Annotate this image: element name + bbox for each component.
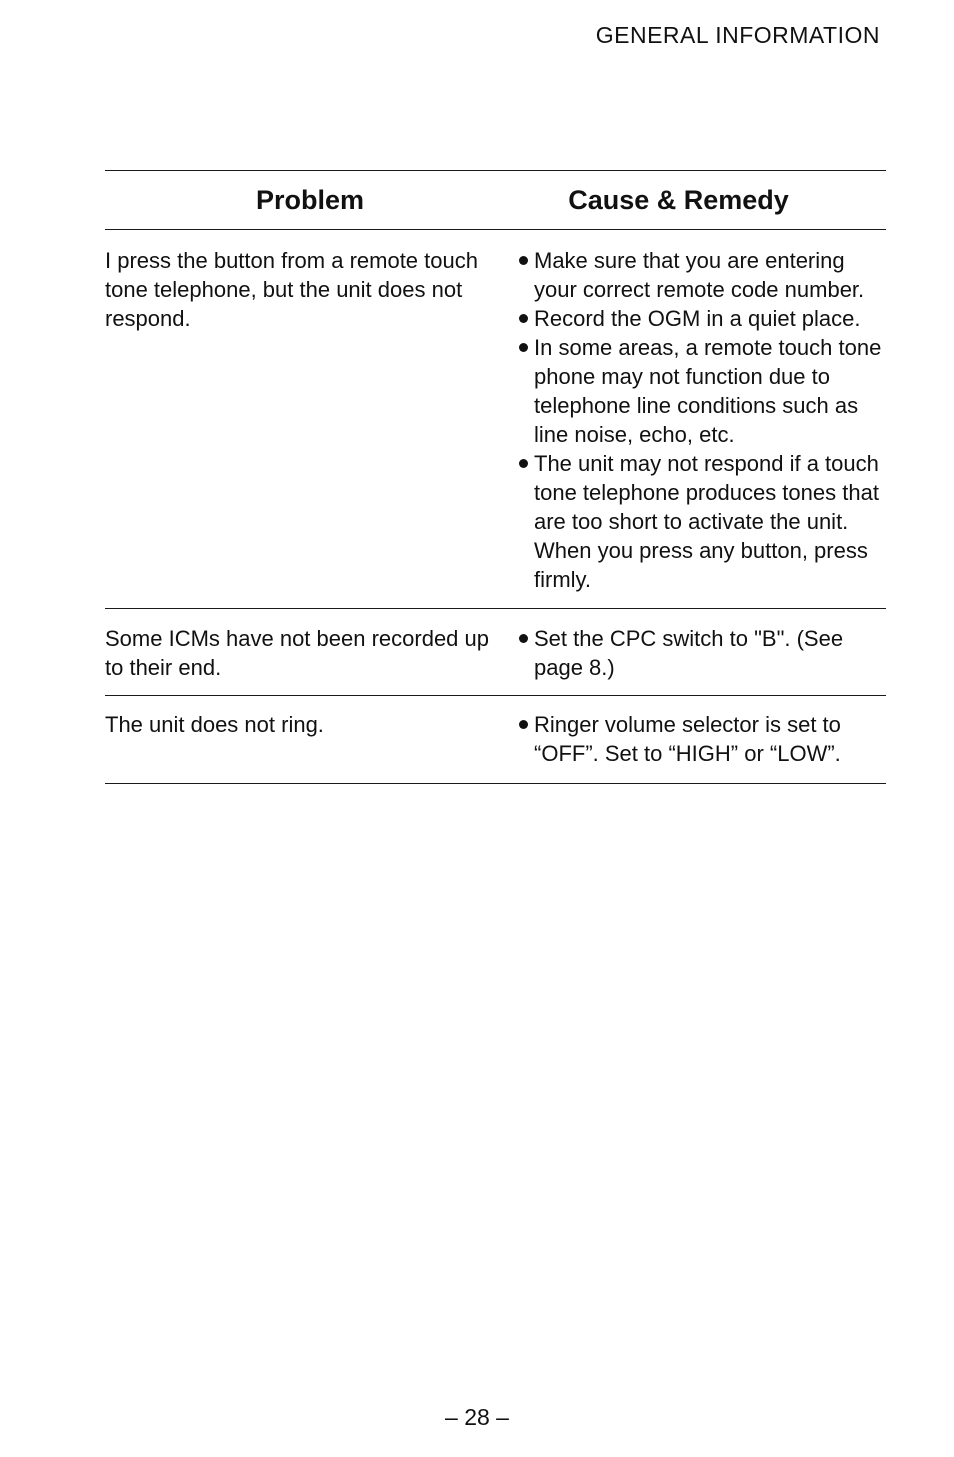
page-number: – 28 – bbox=[445, 1404, 509, 1430]
remedy-text: Make sure that you are entering your correct remote code number. bbox=[534, 248, 865, 302]
remedy-item bbox=[509, 449, 886, 594]
bullet-icon bbox=[519, 634, 528, 643]
remedy-item bbox=[509, 710, 886, 768]
remedy-item bbox=[509, 624, 886, 682]
remedy-list bbox=[509, 710, 886, 768]
remedy-item bbox=[509, 246, 886, 304]
table-bottom-rule bbox=[105, 783, 886, 784]
bullet-icon bbox=[519, 720, 528, 729]
problem-text: The unit does not ring. bbox=[105, 712, 324, 737]
problem-text: Some ICMs have not been recorded up to their end. bbox=[105, 626, 490, 680]
remedy-text: Record the OGM in a quiet place. bbox=[534, 306, 861, 331]
remedy-item bbox=[509, 304, 886, 333]
remedy-text: In some areas, a remote touch tone phone may not function due to telephone line conditions such as line noise, echo, etc. bbox=[534, 335, 882, 447]
table-row bbox=[105, 609, 886, 695]
remedy-item bbox=[509, 333, 886, 449]
column-header-problem: Problem bbox=[255, 184, 365, 215]
troubleshooting-table bbox=[105, 170, 886, 784]
remedy-text: Ringer volume selector is set to “OFF”. Set to “HIGH” or “LOW”. bbox=[534, 712, 841, 766]
bullet-icon bbox=[519, 343, 528, 352]
bullet-icon bbox=[519, 459, 528, 468]
bullet-icon bbox=[519, 256, 528, 265]
section-header: GENERAL INFORMATION bbox=[595, 22, 880, 48]
table-row bbox=[105, 696, 886, 783]
problem-text: I press the button from a remote touch tone telephone, but the unit does not respond. bbox=[105, 248, 478, 331]
table-row bbox=[105, 230, 886, 608]
remedy-text: Set the CPC switch to "B". (See page 8.) bbox=[534, 626, 844, 680]
table-header-row bbox=[105, 171, 886, 229]
bullet-icon bbox=[519, 314, 528, 323]
remedy-list bbox=[509, 246, 886, 594]
remedy-list bbox=[509, 624, 886, 682]
column-header-cause-remedy: Cause & Remedy bbox=[568, 184, 789, 215]
remedy-text: The unit may not respond if a touch tone telephone produces tones that are too short to activate the unit. When you press any button, press firmly. bbox=[534, 451, 879, 592]
